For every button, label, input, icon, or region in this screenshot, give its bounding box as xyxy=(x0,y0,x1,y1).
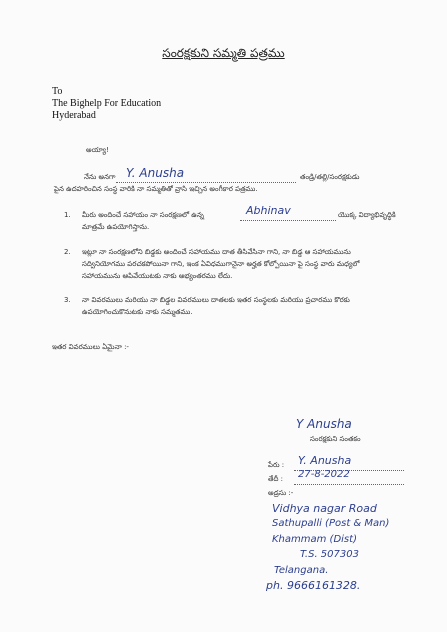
other-details-label: ఇతర వివరములు ఏమైనా :- xyxy=(52,343,129,351)
date-line xyxy=(294,469,404,485)
point-1-name-line xyxy=(240,204,336,221)
intro-name-line xyxy=(116,166,296,183)
point-1-line2: మాత్రమే ఉపయోగిస్తాను. xyxy=(82,223,150,231)
signature-handwritten: Y Anusha xyxy=(296,417,352,431)
point-2-line3: సహాయమును ఆపివేయుటకు నాకు అభ్యంతరము లేదు. xyxy=(82,272,233,280)
address-label: అడ్రసు :- xyxy=(268,489,294,497)
address-line-2: Sathupalli (Post & Man) xyxy=(272,518,390,529)
intro-name: Y. Anusha xyxy=(126,166,185,180)
address-line-4: T.S. 507303 xyxy=(300,549,359,560)
name-label: పేరు : xyxy=(268,461,285,469)
address-org: The Bighelp For Education xyxy=(52,98,162,109)
signature-label: సంరక్షకుని సంతకం xyxy=(310,435,361,443)
intro-prefix: నేను అనగా xyxy=(84,173,116,181)
address-city: Hyderabad xyxy=(52,110,96,121)
address-line-3: Khammam (Dist) xyxy=(272,534,357,545)
name-value: Y. Anusha xyxy=(298,454,352,467)
date-label: తేదీ : xyxy=(268,475,283,483)
point-3-number: 3. xyxy=(64,296,71,304)
address-line-1: Vidhya nagar Road xyxy=(272,502,377,515)
intro-suffix: తండ్రి/తల్లి/సంరక్షకుడు xyxy=(300,173,360,181)
point-1-name: Abhinav xyxy=(246,204,291,217)
point-1-pre: మీరు అందించే సహాయం నా సంరక్షణలో ఉన్న xyxy=(82,211,204,219)
intro-line2: పైన ఉదహరించిన సంస్థ వారికి నా సమ్మతితో వ్రాసి ఇచ్చిన అంగీకార పత్రము. xyxy=(54,185,258,193)
point-2-line1: ఇట్లూ నా సంరక్షణలోని బిడ్డకు అందించే సహాయము దాత తీసివేసినా గాని, నా బిడ్డ ఆ సహాయమును xyxy=(82,248,351,256)
address-line-5: Telangana. xyxy=(274,565,329,576)
point-3-line2: ఉపయోగించుకొనుటకు నాకు సమ్మతము. xyxy=(82,308,193,316)
point-2-number: 2. xyxy=(64,248,71,256)
point-1-post: యొక్క విద్యాభివృద్ధికి xyxy=(338,211,396,219)
address-line-6: ph. 9666161328. xyxy=(266,579,361,592)
point-3-line1: నా వివరములు మరియు నా బిడ్డల వివరములు దాతలకు ఇతర సంస్థలకు మరియు ప్రచారము కొరకు xyxy=(82,296,350,304)
point-2-line2: సద్వినియోగము పరచకపోయినా గాని, ఇంక ఏవిధముగానైనా అర్హత కోల్పోయినా పై సంస్థ వారు మధ్యలో xyxy=(82,260,360,268)
salutation: అయ్యా! xyxy=(86,146,109,154)
date-value: 27-8-2022 xyxy=(298,469,350,480)
point-1-number: 1. xyxy=(64,211,71,219)
page-title: సంరక్షకుని సమ్మతి పత్రము xyxy=(162,46,285,60)
address-to: To xyxy=(52,86,63,97)
